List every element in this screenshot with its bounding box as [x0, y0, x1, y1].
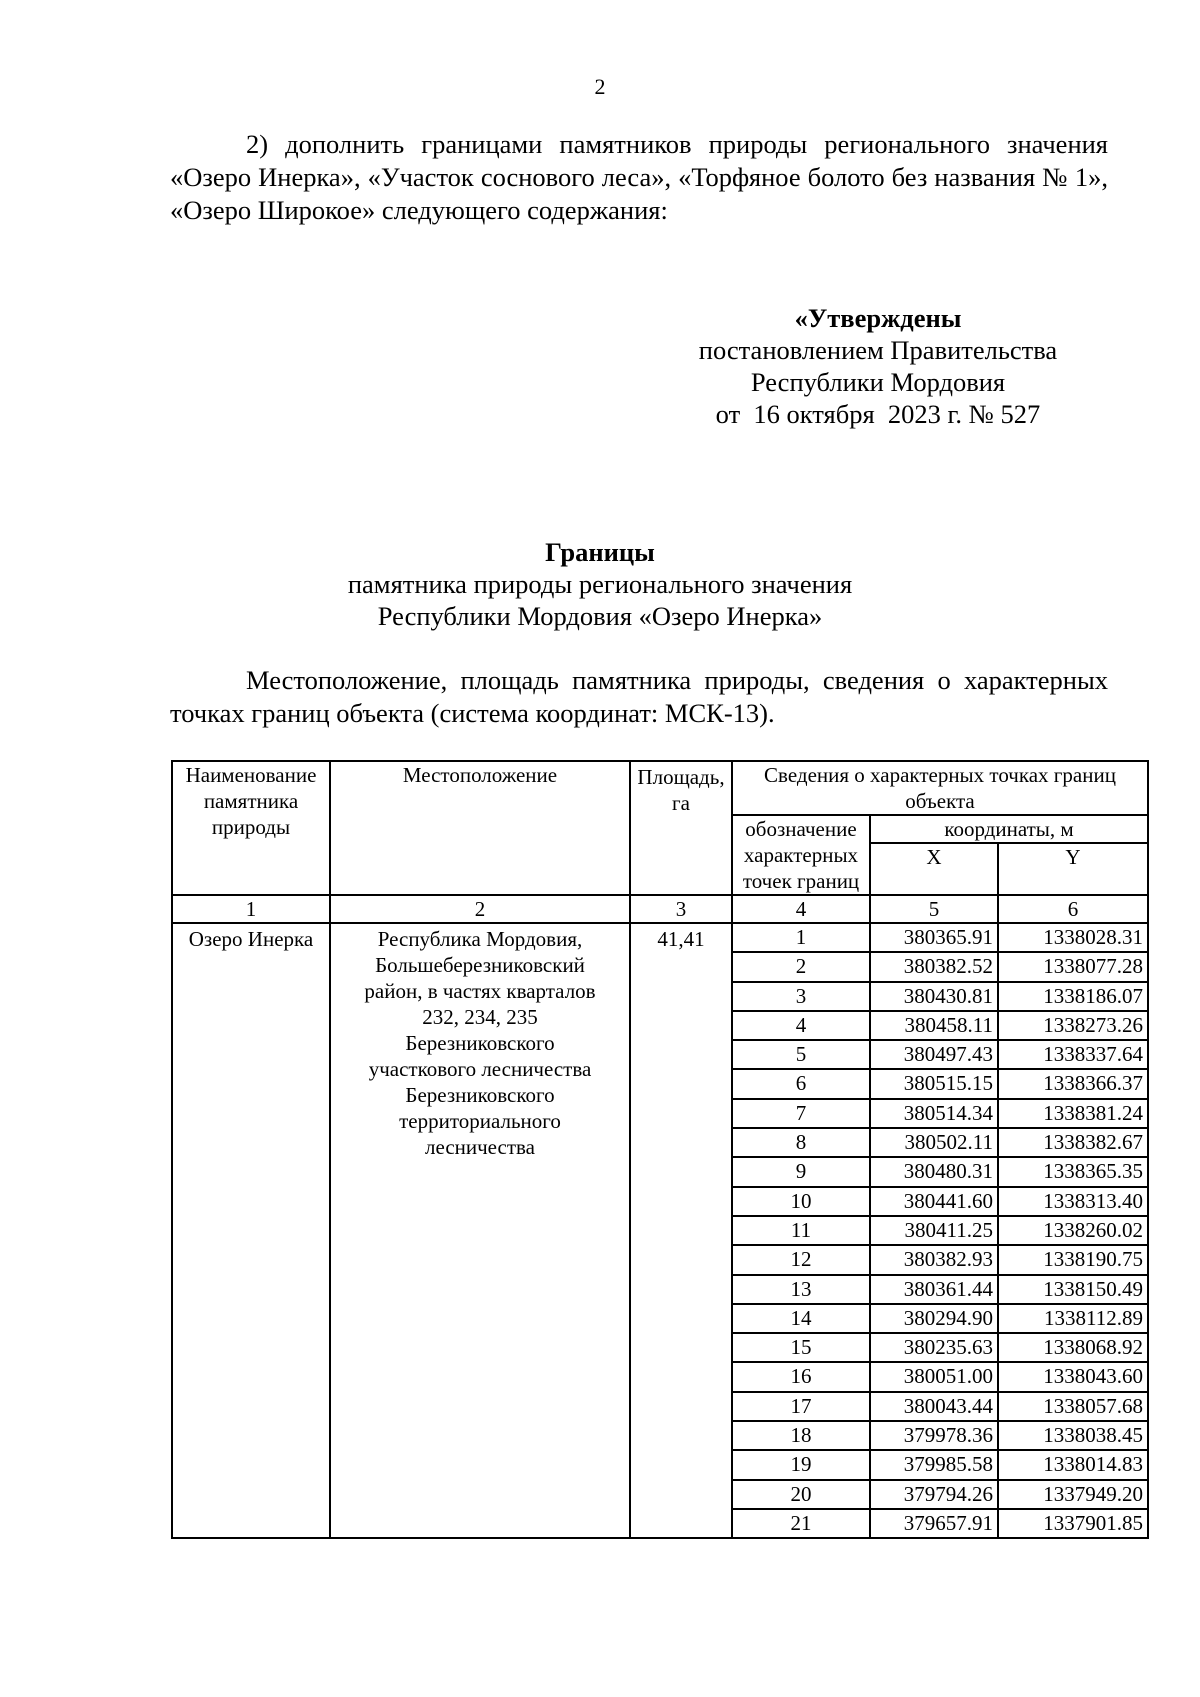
intro-paragraph: 2) дополнить границами памятников природы регионального значения «Озеро Инерка», «Участок соснового леса», «Торфяное болото без названия № 1», «Озеро Широкое» следующего содержания:: [170, 129, 1108, 225]
object-location: Республика Мордовия, Большеберезниковский район, в частях кварталов 232, 234, 235 Березниковского участкового лесничества Березниковского территориального лесничества: [330, 923, 630, 1538]
approval-line-2: Республики Мордовия: [750, 367, 1006, 397]
point-number: 9: [732, 1157, 870, 1186]
point-y: 1337901.85: [998, 1509, 1148, 1538]
point-number: 7: [732, 1099, 870, 1128]
point-x: 379978.36: [870, 1421, 998, 1450]
point-number: 1: [732, 923, 870, 952]
point-y: 1338057.68: [998, 1392, 1148, 1421]
point-y: 1338313.40: [998, 1187, 1148, 1216]
table-row: [172, 923, 1148, 952]
point-y: 1338366.37: [998, 1069, 1148, 1098]
point-number: 14: [732, 1304, 870, 1333]
point-x: 380411.25: [870, 1216, 998, 1245]
point-x: 380502.11: [870, 1128, 998, 1157]
point-number: 12: [732, 1245, 870, 1274]
point-number: 4: [732, 1011, 870, 1040]
point-number: 3: [732, 982, 870, 1011]
point-number: 21: [732, 1509, 870, 1538]
header-coordinates: координаты, м: [870, 815, 1148, 843]
point-number: 5: [732, 1040, 870, 1069]
point-y: 1338112.89: [998, 1304, 1148, 1333]
header-points-info: Сведения о характерных точках границ объекта: [732, 761, 1148, 815]
point-x: 380235.63: [870, 1333, 998, 1362]
point-number: 18: [732, 1421, 870, 1450]
point-y: 1338365.35: [998, 1157, 1148, 1186]
point-x: 380480.31: [870, 1157, 998, 1186]
column-number: 3: [630, 895, 732, 923]
point-x: 380441.60: [870, 1187, 998, 1216]
point-x: 380361.44: [870, 1275, 998, 1304]
title-sub-1: памятника природы регионального значения: [347, 569, 853, 599]
point-x: 380051.00: [870, 1362, 998, 1391]
point-number: 16: [732, 1362, 870, 1391]
approval-stamp: [628, 302, 1128, 430]
column-number: 6: [998, 895, 1148, 923]
column-number: 4: [732, 895, 870, 923]
point-y: 1338077.28: [998, 952, 1148, 981]
location-description: Местоположение, площадь памятника природы, сведения о характерных точках границ объекта (система координат: МСК-13).: [170, 665, 1108, 728]
point-number: 6: [732, 1069, 870, 1098]
point-x: 380365.91: [870, 923, 998, 952]
point-number: 13: [732, 1275, 870, 1304]
point-x: 380043.44: [870, 1392, 998, 1421]
point-x: 380382.52: [870, 952, 998, 981]
point-number: 8: [732, 1128, 870, 1157]
point-y: 1338043.60: [998, 1362, 1148, 1391]
point-number: 2: [732, 952, 870, 981]
point-number: 11: [732, 1216, 870, 1245]
point-x: 380294.90: [870, 1304, 998, 1333]
page-number: 2: [594, 74, 606, 99]
point-number: 10: [732, 1187, 870, 1216]
point-number: 19: [732, 1450, 870, 1479]
column-numbers-row: [172, 895, 1148, 923]
point-x: 380430.81: [870, 982, 998, 1011]
point-y: 1338150.49: [998, 1275, 1148, 1304]
column-number: 5: [870, 895, 998, 923]
point-number: 20: [732, 1480, 870, 1509]
point-y: 1338014.83: [998, 1450, 1148, 1479]
header-name: Наименование памятника природы: [172, 761, 330, 895]
point-x: 380514.34: [870, 1099, 998, 1128]
point-y: 1338028.31: [998, 923, 1148, 952]
point-y: 1338038.45: [998, 1421, 1148, 1450]
header-point-designation: обозначение характерных точек границ: [732, 815, 870, 895]
point-y: 1338068.92: [998, 1333, 1148, 1362]
header-location: Местоположение: [330, 761, 630, 895]
column-number: 2: [330, 895, 630, 923]
title-main: Границы: [545, 537, 655, 567]
document-title: [0, 536, 1200, 632]
point-x: 380458.11: [870, 1011, 998, 1040]
point-y: 1338190.75: [998, 1245, 1148, 1274]
boundary-table: [171, 760, 1149, 1539]
point-x: 379657.91: [870, 1509, 998, 1538]
title-sub-2: Республики Мордовия «Озеро Инерка»: [377, 601, 823, 631]
header-y: Y: [998, 843, 1148, 895]
column-number: 1: [172, 895, 330, 923]
point-x: 380515.15: [870, 1069, 998, 1098]
approval-line-3: от 16 октября 2023 г. № 527: [715, 399, 1041, 429]
point-y: 1338260.02: [998, 1216, 1148, 1245]
point-y: 1337949.20: [998, 1480, 1148, 1509]
header-row-1: [172, 761, 1148, 815]
point-y: 1338186.07: [998, 982, 1148, 1011]
point-x: 379985.58: [870, 1450, 998, 1479]
point-x: 380382.93: [870, 1245, 998, 1274]
point-number: 15: [732, 1333, 870, 1362]
point-number: 17: [732, 1392, 870, 1421]
header-area: Площадь, га: [630, 761, 732, 895]
approval-line-1: постановлением Правительства: [698, 335, 1058, 365]
header-x: X: [870, 843, 998, 895]
point-y: 1338381.24: [998, 1099, 1148, 1128]
object-area: 41,41: [630, 923, 732, 1538]
approval-heading: «Утверждены: [794, 303, 962, 333]
point-x: 380497.43: [870, 1040, 998, 1069]
point-y: 1338337.64: [998, 1040, 1148, 1069]
point-y: 1338273.26: [998, 1011, 1148, 1040]
point-y: 1338382.67: [998, 1128, 1148, 1157]
point-x: 379794.26: [870, 1480, 998, 1509]
object-name: Озеро Инерка: [172, 923, 330, 1538]
